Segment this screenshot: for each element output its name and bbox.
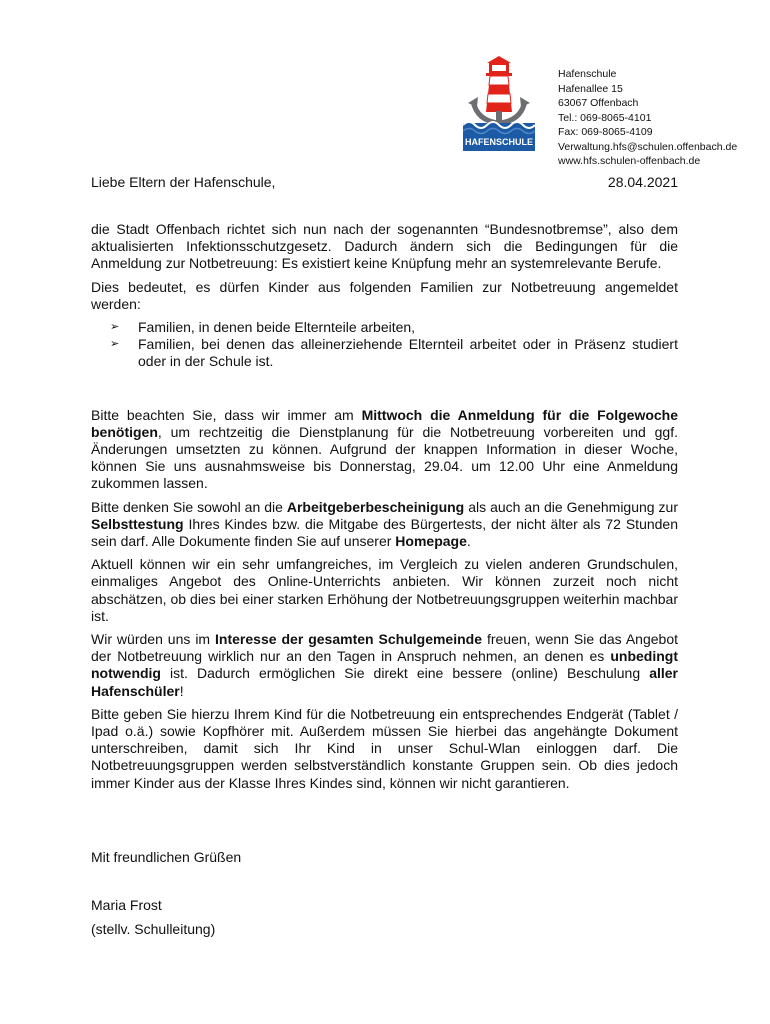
address-line: 63067 Offenbach bbox=[558, 97, 639, 109]
text-segment: Bitte beachten Sie, dass wir immer am bbox=[91, 406, 362, 423]
address-line: Fax: 069-8065-4109 bbox=[558, 126, 653, 138]
text-segment: Ihres Kindes bzw. die Mitgabe des Bürgertests, der nicht älter als 72 Stunden sein darf. Alle Dokumente finden Sie auf unserer bbox=[91, 515, 678, 550]
bold-segment: aller Hafenschüler bbox=[91, 665, 678, 699]
greeting: Liebe Eltern der Hafenschule, bbox=[91, 174, 276, 190]
address-line: Verwaltung.hfs@schulen.offenbach.de bbox=[558, 140, 738, 153]
list-item-text: Familien, in denen beide Elternteile arbeiten, bbox=[138, 319, 416, 336]
arrow-bullet-icon: ➢ bbox=[110, 321, 120, 334]
paragraph-online: Aktuell können wir ein sehr umfangreiches, im Vergleich zu vielen anderen Grundschulen, einmaliges Angebot des Online-Unterrichts anbieten. Wir können zurzeit noch nicht abschätzen, ob dies bei einer starken Erhöhung der Notbetreuungsgruppen weiterhin machbar ist. bbox=[91, 556, 678, 624]
arrow-bullet-icon: ➢ bbox=[110, 338, 120, 351]
bold-segment: Homepage bbox=[395, 533, 467, 550]
paragraph-families-intro: Dies bedeutet, es dürfen Kinder aus folgenden Familien zur Notbetreuung angemeldet werden: bbox=[91, 278, 678, 312]
address-line: Tel.: 069-8065-4101 bbox=[558, 111, 652, 124]
text-segment: Wir würden uns im bbox=[91, 631, 216, 648]
address-line: www.hfs.schulen-offenbach.de bbox=[558, 155, 701, 167]
bold-segment: Mittwoch die Anmeldung für die Folgewoche benötigen bbox=[91, 406, 679, 440]
paragraph-equipment: Bitte geben Sie hierzu Ihrem Kind für die Notbetreuung ein entsprechendes Endgerät (Tablet / Ipad o.ä.) sowie Kopfhörer mit. Außerdem müssen Sie hierbei das angehängte Dokument unterschreiben, damit sich Ihr Kind in unser Schul-Wlan einloggen darf. Die Notbetreuungsgruppen werden selbstverständlich konstante Gruppen sein. Ob dies jedoch immer Kinder aus der Klasse Ihres Kindes sind, können wir nicht garantieren. bbox=[91, 705, 678, 791]
list-item bbox=[91, 336, 678, 370]
text-segment: ist. Dadurch ermöglichen Sie direkt eine bessere (online) Beschulung bbox=[161, 665, 650, 682]
text-segment: . bbox=[466, 533, 471, 550]
bold-segment: Arbeitgeberbescheinigung bbox=[286, 498, 465, 515]
text-segment: als auch an die Genehmigung zur bbox=[464, 498, 678, 515]
bold-segment: Interesse der gesamten Schulgemeinde bbox=[215, 631, 482, 648]
list-item bbox=[91, 319, 678, 336]
paragraph-intro: die Stadt Offenbach richtet sich nun nach der sogenannten “Bundesnotbremse”, also dem aktualisierten Infektionsschutzgesetz. Dadurch ändern sich die Bedingungen für die Anmeldung zur Notbetreuung: Es existiert keine Knüpfung mehr an systemrelevante Berufe. bbox=[91, 221, 678, 272]
hafenschule-logo bbox=[463, 55, 535, 151]
signer-name: Maria Frost bbox=[91, 897, 162, 913]
families-list bbox=[91, 319, 678, 371]
text-segment: , um rechtzeitig die Dienstplanung für die Notbetreuung vorbereiten und ggf. Änderungen umsetzten zu können. Aufgrund der knappen Information in dieser Woche, können Sie uns ausnahmsweise bis Donnerstag, 29.04. um 12.00 Uhr eine Anmeldung zukommen lassen. bbox=[91, 423, 678, 492]
bold-segment: unbedingt notwendig bbox=[91, 648, 678, 682]
signer-role: (stellv. Schulleitung) bbox=[91, 921, 216, 937]
address-line: Hafenallee 15 bbox=[558, 82, 623, 95]
address-line: Hafenschule bbox=[558, 68, 617, 80]
text-segment: ! bbox=[179, 682, 184, 699]
list-item-text: Familien, bei denen das alleinerziehende Elternteil arbeitet oder in Präsenz studiert oder in der Schule ist. bbox=[138, 336, 678, 370]
closing-phrase: Mit freundlichen Grüßen bbox=[91, 849, 242, 865]
logo-text: HAFENSCHULE bbox=[464, 137, 534, 147]
paragraph-documents bbox=[91, 499, 678, 551]
greeting-row bbox=[91, 174, 678, 190]
letterhead-address bbox=[558, 67, 737, 169]
paragraph-deadline bbox=[91, 407, 678, 493]
letter-date: 28.04.2021 bbox=[607, 174, 678, 190]
paragraph-interest bbox=[91, 631, 678, 700]
text-segment: freuen, wenn Sie das Angebot der Notbetreuung wirklich nur an den Tagen in Anspruch nehmen, an denen es bbox=[91, 631, 678, 665]
letter-body bbox=[91, 221, 678, 798]
text-segment: Bitte denken Sie sowohl an die bbox=[91, 498, 287, 515]
bold-segment: Selbsttestung bbox=[91, 515, 184, 532]
